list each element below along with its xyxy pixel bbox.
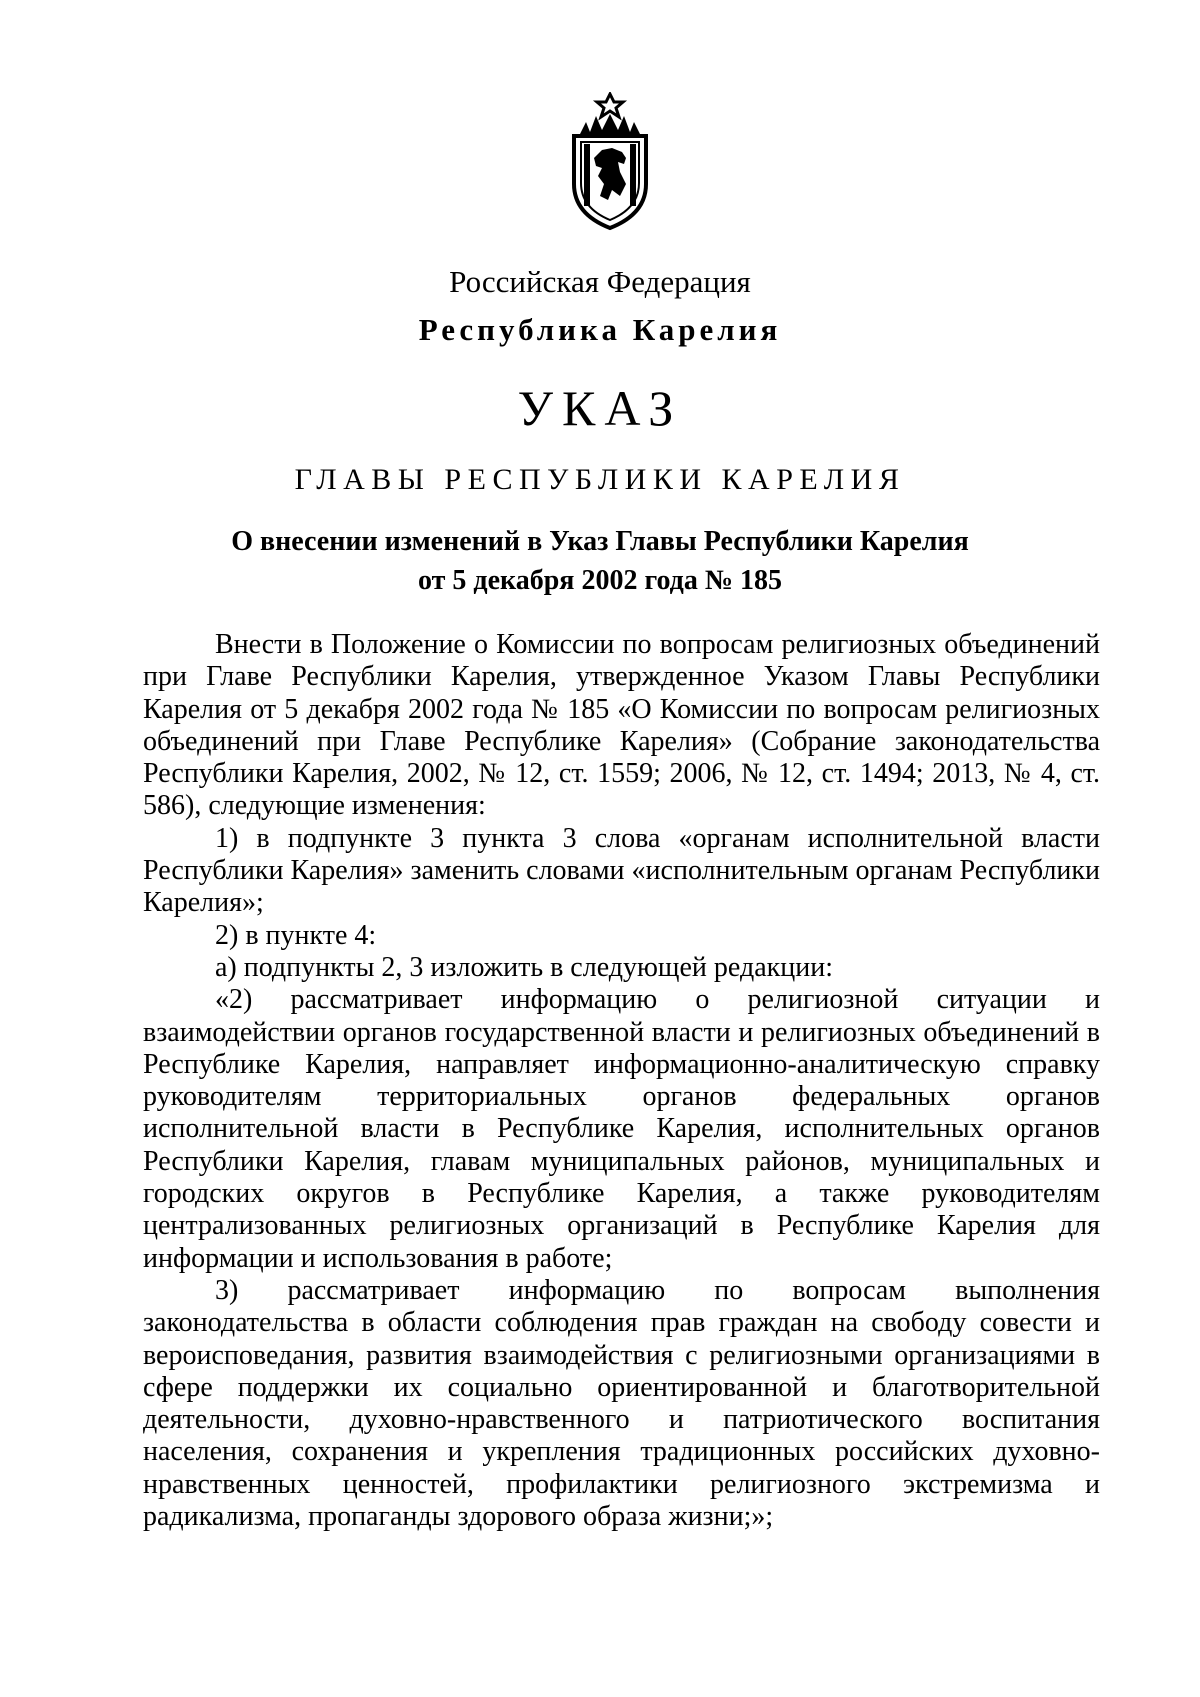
body-paragraph: 2) в пункте 4: <box>215 919 377 951</box>
karelia-coat-of-arms-icon <box>568 92 652 232</box>
decree-body <box>143 629 1100 1533</box>
decree-title-line: О внесении изменений в Указ Главы Республики Карелия <box>231 526 969 557</box>
body-paragraph: а) подпункты 2, 3 изложить в следующей редакции: <box>215 951 833 983</box>
decree-title-line: от 5 декабря 2002 года № 185 <box>418 565 782 596</box>
body-paragraph: «2) рассматривает информацию о религиозной ситуации и взаимодействии органов государственной власти и религиозных объединений в Республике Карелия, направляет информационно-аналитическую справку руководителям территориальных органов федеральных органов исполнительной власти в Республике Карелия, исполнительных органов Республики Карелия, главам муниципальных районов, муниципальных и городских округов в Республике Карелия, а также руководителям централизованных религиозных организаций в Республике Карелия для информации и использования в работе; <box>143 984 1100 1274</box>
body-paragraph: 3) рассматривает информацию по вопросам выполнения законодательства в области соблюдения прав граждан на свободу совести и вероисповедания, развития взаимодействия с религиозными организациями в сфере поддержки их социально ориентированной и благотворительной деятельности, духовно-нравственного и патриотического воспитания населения, сохранения и укрепления традиционных российских духовно-нравственных ценностей, профилактики религиозного экстремизма и радикализма, пропаганды здорового образа жизни;»; <box>143 1274 1100 1533</box>
body-paragraph: 1) в подпункте 3 пункта 3 слова «органам исполнительной власти Республики Карелия» заменить словами «исполнительным органам Республики Карелия»; <box>143 822 1100 919</box>
country-name: Российская Федерация <box>449 264 751 299</box>
issuer-name: ГЛАВЫ РЕСПУБЛИКИ КАРЕЛИЯ <box>294 463 906 496</box>
republic-name: Республика Карелия <box>418 312 782 347</box>
document-type: УКАЗ <box>517 380 683 436</box>
decree-title <box>150 522 1050 600</box>
body-paragraph: Внести в Положение о Комиссии по вопросам религиозных объединений при Главе Республики Карелия, утвержденное Указом Главы Республики Карелия от 5 декабря 2002 года № 185 «О Комиссии по вопросам религиозных объединений при Главе Республике Карелия» (Собрание законодательства Республики Карелия, 2002, № 12, ст. 1559; 2006, № 12, ст. 1494; 2013, № 4, ст. 586), следующие изменения: <box>143 629 1100 822</box>
